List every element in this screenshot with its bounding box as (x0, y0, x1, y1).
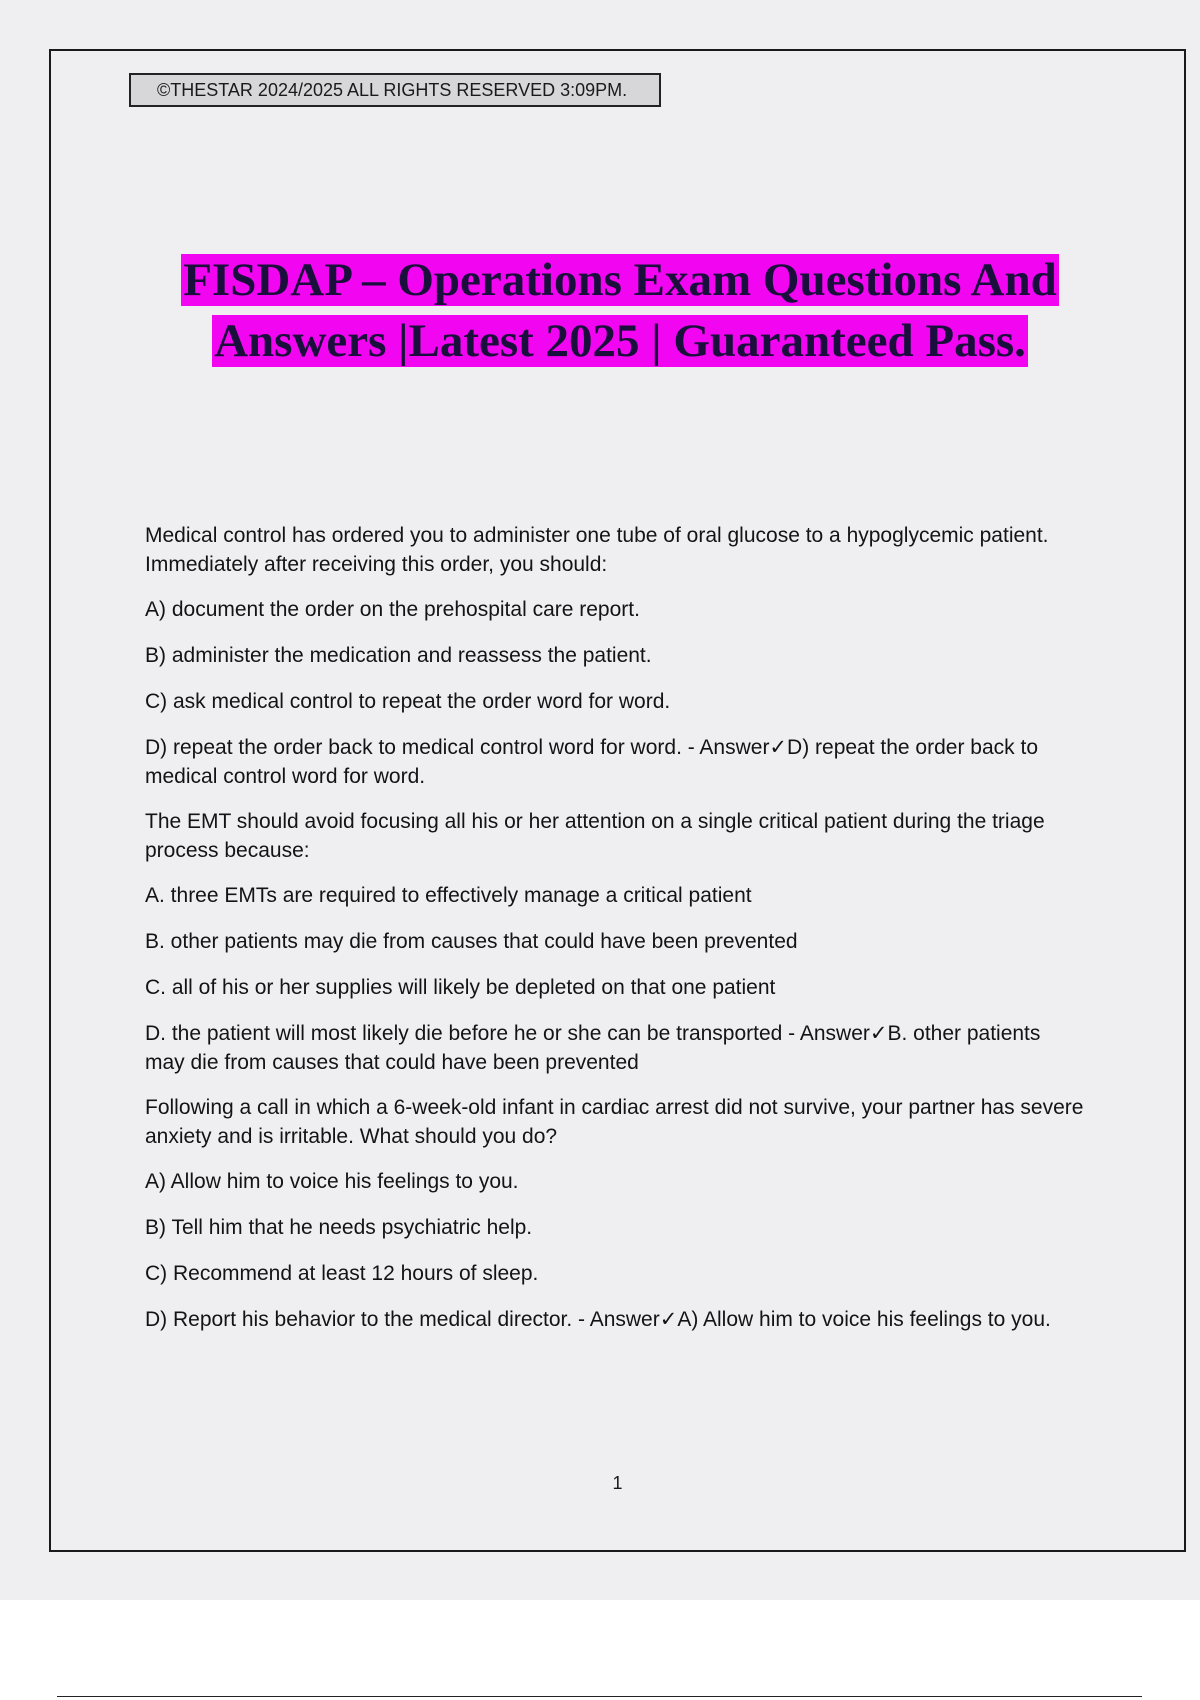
document-title (60, 250, 1180, 372)
answer-option-with-key: D. the patient will most likely die before he or she can be transported - Answer✓B. other patients may die from causes that could have been prevented (145, 1022, 1041, 1074)
question-block (145, 1094, 1085, 1335)
title-line-1: FISDAP – Operations Exam Questions And (183, 254, 1057, 306)
answer-option: A) document the order on the prehospital care report. (145, 598, 640, 621)
question-list (145, 522, 1085, 1352)
answer-option-with-key: D) Report his behavior to the medical director. - Answer✓A) Allow him to voice his feelings to you. (145, 1308, 1051, 1331)
question-block (145, 522, 1085, 791)
answer-option: C. all of his or her supplies will likely be depleted on that one patient (145, 976, 776, 999)
answer-option: A) Allow him to voice his feelings to you. (145, 1170, 519, 1193)
answer-option: B) Tell him that he needs psychiatric help. (145, 1216, 533, 1239)
copyright-notice: ©THESTAR 2024/2025 ALL RIGHTS RESERVED 3:09PM. (129, 73, 661, 107)
question-block (145, 808, 1085, 1077)
answer-option: C) ask medical control to repeat the order word for word. (145, 690, 671, 713)
page-number: 1 (612, 1473, 623, 1493)
answer-option: B. other patients may die from causes that could have been prevented (145, 930, 798, 953)
answer-option-with-key: D) repeat the order back to medical control word for word. - Answer✓D) repeat the order back to medical control word for word. (145, 736, 1038, 788)
question-text: The EMT should avoid focusing all his or her attention on a single critical patient during the triage process because: (145, 810, 1045, 862)
question-text: Following a call in which a 6-week-old infant in cardiac arrest did not survive, your partner has severe anxiety and is irritable. What should you do? (145, 1096, 1084, 1148)
answer-option: B) administer the medication and reassess the patient. (145, 644, 652, 667)
answer-option: A. three EMTs are required to effectively manage a critical patient (145, 884, 752, 907)
answer-option: C) Recommend at least 12 hours of sleep. (145, 1262, 539, 1285)
next-page-divider (57, 1696, 1142, 1697)
question-text: Medical control has ordered you to administer one tube of oral glucose to a hypoglycemic patient. Immediately after receiving this order, you should: (145, 524, 1049, 576)
title-line-2: Answers |Latest 2025 | Guaranteed Pass. (214, 315, 1026, 367)
